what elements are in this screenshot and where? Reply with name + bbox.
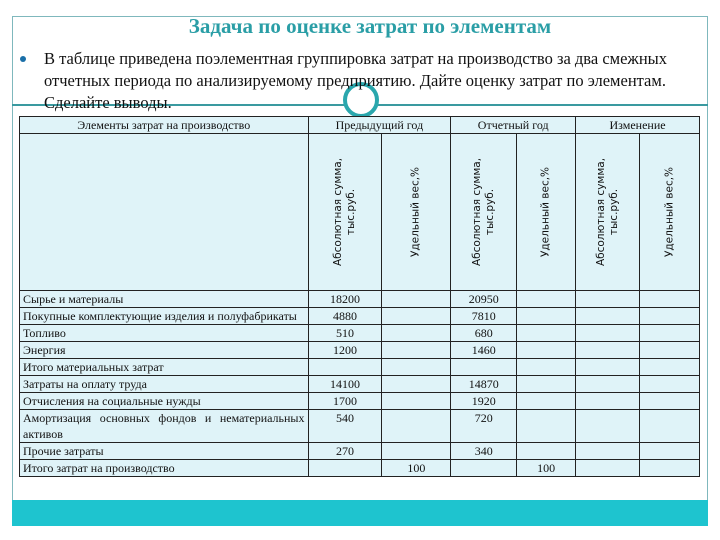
- curr-abs: 340: [451, 443, 517, 460]
- change-weight: [640, 410, 700, 443]
- slide-title: Задача по оценке затрат по элементам: [188, 14, 552, 38]
- prev-abs: 270: [308, 443, 382, 460]
- curr-weight: [517, 359, 576, 376]
- header-abs-label: Абсолютная сумма, тыс.руб.: [594, 157, 620, 267]
- curr-weight: [517, 410, 576, 443]
- header-abs-label: Абсолютная сумма, тыс.руб.: [470, 157, 496, 267]
- change-weight: [640, 443, 700, 460]
- change-abs: [576, 410, 640, 443]
- change-abs: [576, 393, 640, 410]
- change-abs: [576, 291, 640, 308]
- table-row: [20, 308, 700, 325]
- header-elements: Элементы затрат на производство: [20, 117, 309, 134]
- change-abs: [576, 359, 640, 376]
- row-name: Затраты на оплату труда: [20, 376, 309, 393]
- curr-weight: [517, 376, 576, 393]
- prev-abs: [308, 460, 382, 477]
- prev-abs: 1200: [308, 342, 382, 359]
- header-weight-label: Удельный вес,%: [663, 166, 676, 258]
- curr-abs: 20950: [451, 291, 517, 308]
- header-prev-weight: [382, 134, 451, 291]
- prev-weight: [382, 443, 451, 460]
- header-abs-label: Абсолютная сумма, тыс.руб.: [331, 157, 357, 267]
- prev-weight: [382, 376, 451, 393]
- change-abs: [576, 308, 640, 325]
- cost-table: [19, 116, 700, 477]
- intro-text: В таблице приведена поэлементная группировка затрат на производство за два смежных отчетных периода по анализируемому предприятию. Дайте оценку затрат по элементам. Сделайте выводы.: [44, 49, 667, 112]
- row-name: Отчисления на социальные нужды: [20, 393, 309, 410]
- prev-weight: [382, 393, 451, 410]
- change-abs: [576, 443, 640, 460]
- change-weight: [640, 393, 700, 410]
- change-weight: [640, 291, 700, 308]
- prev-weight: 100: [382, 460, 451, 477]
- header-change: Изменение: [576, 117, 700, 134]
- row-name: Энергия: [20, 342, 309, 359]
- prev-weight: [382, 342, 451, 359]
- header-curr-weight: [517, 134, 576, 291]
- prev-abs: 540: [308, 410, 382, 443]
- header-blank: [20, 134, 309, 291]
- curr-weight: [517, 308, 576, 325]
- curr-weight: [517, 393, 576, 410]
- prev-abs: 14100: [308, 376, 382, 393]
- header-weight-label: Удельный вес,%: [409, 166, 422, 258]
- prev-abs: 510: [308, 325, 382, 342]
- curr-abs: [451, 460, 517, 477]
- table-row: [20, 359, 700, 376]
- table-row: [20, 443, 700, 460]
- change-weight: [640, 460, 700, 477]
- table-row: [20, 325, 700, 342]
- prev-weight: [382, 308, 451, 325]
- change-abs: [576, 460, 640, 477]
- row-name: Амортизация основных фондов и нематериальных активов: [20, 410, 309, 443]
- prev-abs: 4880: [308, 308, 382, 325]
- curr-abs: 1460: [451, 342, 517, 359]
- header-curr-abs: [451, 134, 517, 291]
- bullet-icon: [20, 56, 26, 62]
- header-prev-year: Предыдущий год: [308, 117, 451, 134]
- curr-abs: 680: [451, 325, 517, 342]
- change-abs: [576, 342, 640, 359]
- curr-abs: 7810: [451, 308, 517, 325]
- curr-weight: [517, 443, 576, 460]
- row-name: Прочие затраты: [20, 443, 309, 460]
- row-name: Топливо: [20, 325, 309, 342]
- change-abs: [576, 376, 640, 393]
- curr-weight: 100: [517, 460, 576, 477]
- change-weight: [640, 376, 700, 393]
- curr-abs: 14870: [451, 376, 517, 393]
- table-row: [20, 460, 700, 477]
- change-weight: [640, 308, 700, 325]
- curr-abs: [451, 359, 517, 376]
- header-weight-label: Удельный вес,%: [539, 166, 552, 258]
- curr-abs: 720: [451, 410, 517, 443]
- row-name: Итого затрат на производство: [20, 460, 309, 477]
- curr-weight: [517, 291, 576, 308]
- curr-weight: [517, 325, 576, 342]
- table-row: [20, 410, 700, 443]
- prev-weight: [382, 359, 451, 376]
- change-weight: [640, 359, 700, 376]
- header-change-abs: [576, 134, 640, 291]
- header-prev-abs: [308, 134, 382, 291]
- prev-weight: [382, 325, 451, 342]
- prev-abs: 18200: [308, 291, 382, 308]
- change-abs: [576, 325, 640, 342]
- change-weight: [640, 325, 700, 342]
- curr-abs: 1920: [451, 393, 517, 410]
- row-name: Сырье и материалы: [20, 291, 309, 308]
- change-weight: [640, 342, 700, 359]
- row-name: Итого материальных затрат: [20, 359, 309, 376]
- table-row: [20, 291, 700, 308]
- prev-weight: [382, 291, 451, 308]
- row-name: Покупные комплектующие изделия и полуфабрикаты: [20, 308, 309, 325]
- table-row: [20, 376, 700, 393]
- header-change-weight: [640, 134, 700, 291]
- footer-band: [12, 500, 708, 526]
- table-row: [20, 342, 700, 359]
- prev-abs: [308, 359, 382, 376]
- table-row: [20, 393, 700, 410]
- header-curr-year: Отчетный год: [451, 117, 576, 134]
- prev-weight: [382, 410, 451, 443]
- curr-weight: [517, 342, 576, 359]
- prev-abs: 1700: [308, 393, 382, 410]
